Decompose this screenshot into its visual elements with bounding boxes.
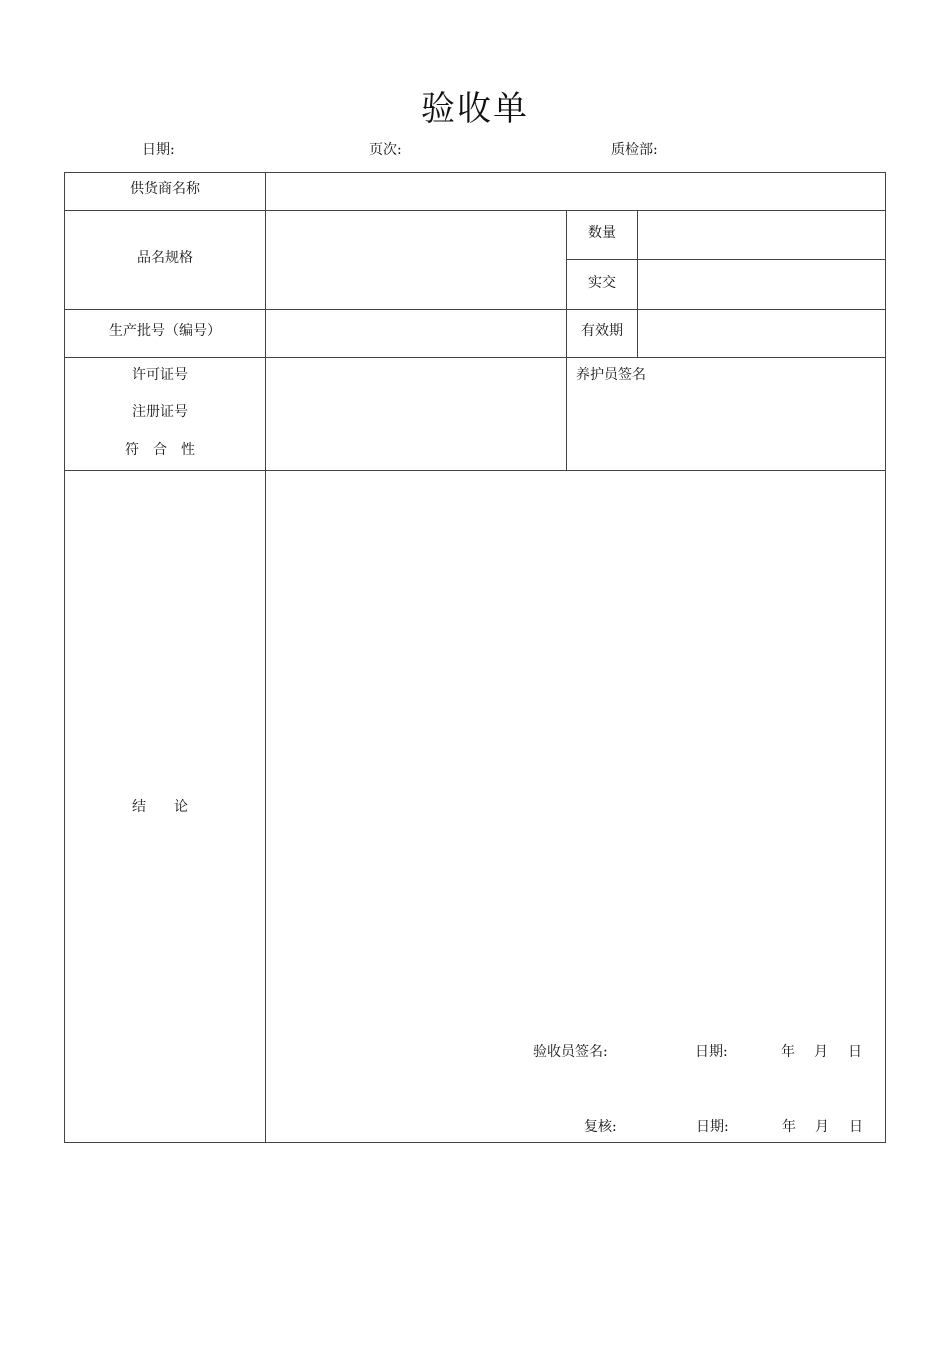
expiry-date-field[interactable] — [638, 310, 885, 357]
inspector-year-label: 年 — [781, 1044, 795, 1060]
supplier-name-field[interactable] — [266, 173, 885, 210]
actual-delivered-field[interactable] — [638, 260, 885, 309]
reviewer-day-label: 日 — [849, 1119, 863, 1135]
conclusion-label: 结 论 — [132, 799, 188, 815]
table-border-right — [885, 172, 886, 1143]
inspector-month-label: 月 — [814, 1044, 828, 1060]
reviewer-label: 复核: — [584, 1119, 617, 1135]
actual-delivered-label: 实交 — [588, 275, 616, 291]
batch-number-field[interactable] — [266, 310, 566, 357]
inspector-day-label: 日 — [848, 1044, 862, 1060]
reviewer-month-label: 月 — [815, 1119, 829, 1135]
expiry-date-label: 有效期 — [581, 323, 623, 339]
document-title: 验收单 — [421, 89, 529, 129]
table-border-bottom — [64, 1142, 886, 1143]
conformity-label: 符 合 性 — [125, 442, 195, 458]
quantity-field[interactable] — [638, 211, 885, 259]
header-page-label: 页次: — [369, 142, 402, 158]
supplier-name-label: 供货商名称 — [130, 181, 200, 197]
registration-number-label: 注册证号 — [132, 404, 188, 420]
maintainer-signature-label: 养护员签名 — [576, 367, 646, 383]
inspector-date-label: 日期: — [695, 1044, 728, 1060]
reviewer-year-label: 年 — [782, 1119, 796, 1135]
header-date-label: 日期: — [142, 142, 175, 158]
inspector-signature-label: 验收员签名: — [533, 1044, 608, 1060]
license-info-field[interactable] — [266, 358, 566, 470]
header-qc-dept-label: 质检部: — [611, 142, 658, 158]
quantity-label: 数量 — [588, 225, 616, 241]
table-border-left — [64, 172, 65, 1143]
product-spec-field[interactable] — [266, 211, 566, 309]
reviewer-date-label: 日期: — [696, 1119, 729, 1135]
conclusion-field[interactable] — [266, 471, 885, 1011]
product-spec-label: 品名规格 — [137, 250, 193, 266]
batch-number-label: 生产批号（编号） — [109, 323, 221, 339]
license-number-label: 许可证号 — [132, 367, 188, 383]
